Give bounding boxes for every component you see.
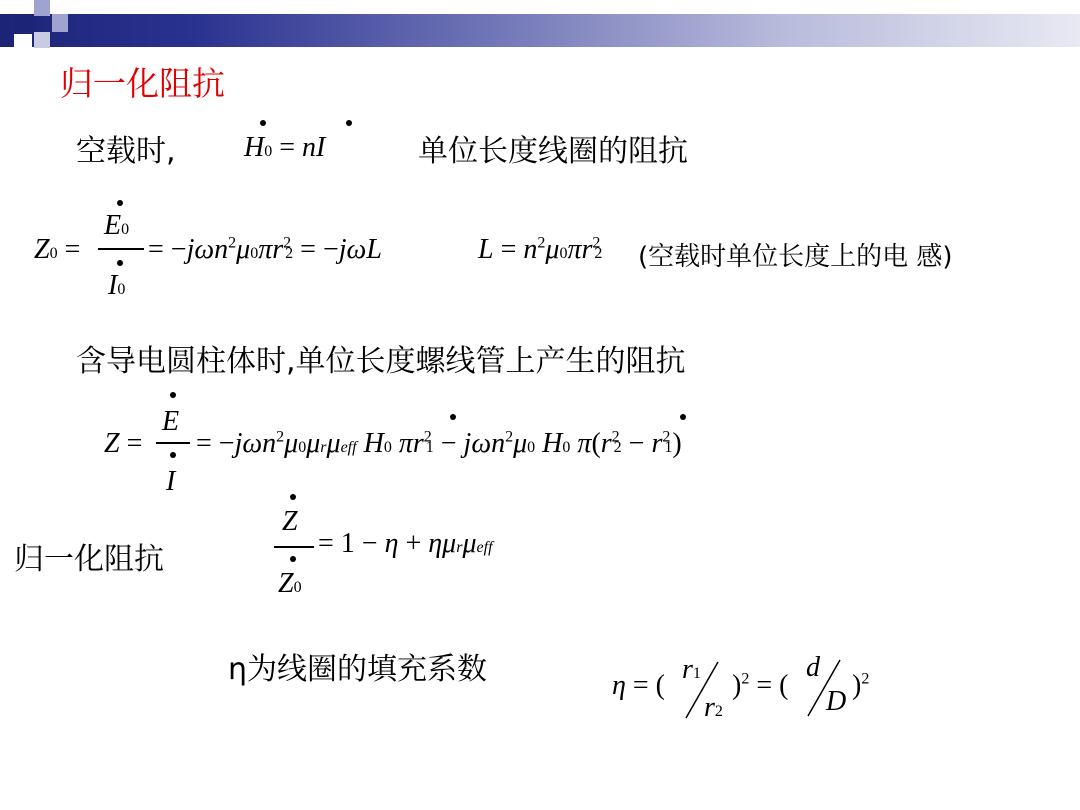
formula-eta: η = ( r1 r2 )$^2$ = ( d D )$^2$ xyxy=(612,652,870,723)
header-square-3 xyxy=(52,14,68,32)
formula1-note: (空载时单位长度上的电 感) xyxy=(638,242,953,272)
line3-text: 归一化阻抗 xyxy=(14,542,164,577)
formula-h0: H0 = nI xyxy=(244,132,364,172)
header-square-5 xyxy=(14,34,32,48)
formula-z0: Z0 = E0 I0 = $-j\omega n^2\mu 0\pi r^22 = -j\omega L$ xyxy=(34,196,464,306)
header-square-2 xyxy=(34,0,50,16)
formula-inductance: $L = n^2\mu 0\pi r^22$ xyxy=(478,234,603,265)
line1-text: 空载时, xyxy=(76,134,176,169)
header-square-1 xyxy=(14,14,32,32)
formula-z: Z = E I = −jωn$^2$μ0μrμeff H0 $\pi r^21 - j\omega n^2\mu 0$ H0 $\pi(r^22 - r^21)$ xyxy=(104,392,864,502)
line2-text: 含导电圆柱体时,单位长度螺线管上产生的阻抗 xyxy=(76,344,686,379)
slide-title: 归一化阻抗 xyxy=(60,64,225,103)
header-square-4 xyxy=(34,32,50,48)
line4-text: η为线圈的填充系数 xyxy=(228,652,488,687)
header-bar xyxy=(0,14,1080,47)
formula-normalized: Z Z0 = 1 − η + ημrμeff xyxy=(272,490,552,610)
line1-desc: 单位长度线圈的阻抗 xyxy=(418,134,688,169)
